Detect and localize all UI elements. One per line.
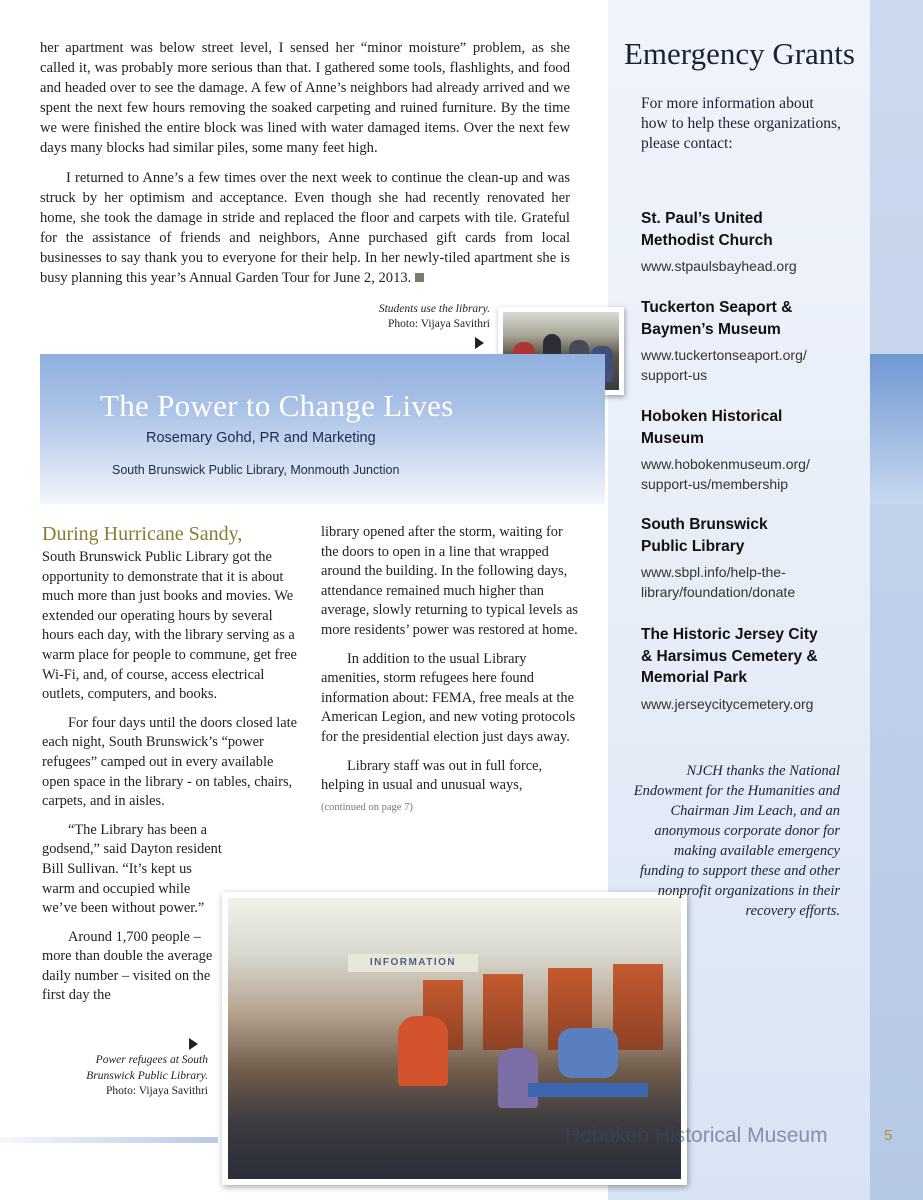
org-url[interactable] (641, 562, 856, 602)
lead-heading: During Hurricane Sandy, (42, 523, 243, 545)
org-name (641, 297, 856, 340)
paragraph-text: I returned to Anne’s a few times over the next week to continue the clean-up and was struck by her optimism and acceptance. Even though she had recently renovated her home, she took the damage in stride and replaced the floor and carpets with tile. Grateful for the assistance of friends and neighbors, Anne purchased gift cards from local businesses to say thank you to everyone for their help. In her newly-tiled apartment she is busy planning this year’s Annual Garden Tour for June 2, 2013. (40, 170, 570, 286)
org-name-line: The Historic Jersey City (641, 626, 818, 643)
information-sign: INFORMATION (348, 954, 478, 972)
caption-text: Brunswick Public Library. (86, 1069, 208, 1082)
org-url-line[interactable]: support-us (641, 367, 708, 383)
page-number: 5 (884, 1127, 893, 1144)
org-url[interactable] (641, 694, 856, 714)
org-name-line: Memorial Park (641, 669, 747, 686)
pointer-arrow-icon (189, 1038, 198, 1050)
org-name-line: & Harsimus Cemetery & (641, 647, 818, 665)
article-column-2 (321, 523, 583, 817)
sidebar-edge (870, 0, 923, 1200)
pointer-arrow-icon (475, 337, 484, 349)
end-of-article-mark (415, 273, 424, 282)
org-name-line: Hoboken Historical (641, 408, 783, 425)
continued-article (40, 38, 570, 298)
org-url-line[interactable]: www.jerseycitycemetery.org (641, 695, 814, 712)
article-paragraph: South Brunswick Public Library got the opportunity to demonstrate that it is about much more than just books and movies. We extended our operating hours by several hours each day, with the library serving as a warm place for people to commune, get free Wi-Fi, and, of course, access electrical outlets, computers, and books. (42, 549, 297, 703)
org-url[interactable] (641, 256, 856, 276)
acknowledgement-note: NJCH thanks the National Endowment for the Humanities and Chairman Jim Leach, and an anonymous corporate donor for making available emergency funding to support these and other nonprofit organizations in their recovery efforts. (633, 763, 840, 919)
photo-credit: Photo: Vijaya Savithri (388, 318, 490, 330)
article-paragraph: Library staff was out in full force, helping in usual and unusual ways, (321, 757, 543, 794)
org-url[interactable] (641, 345, 856, 385)
org-entry (641, 297, 856, 385)
article-paragraph (40, 168, 570, 288)
caption-text: Students use the library. (378, 303, 490, 315)
article-paragraph: In addition to the usual Library amenities, storm refugees here found information about: FEMA, free meals at the American Legion, and new voting protocols for the presidential election just days away. (321, 650, 576, 745)
article-author: Rosemary Gohd, PR and Marketing (146, 430, 376, 446)
library-photo-caption (60, 1035, 208, 1100)
org-name (641, 514, 856, 557)
caption-text: Power refugees at South (95, 1054, 208, 1066)
org-name (641, 406, 856, 449)
org-entry (641, 514, 856, 602)
bookshelf (483, 974, 523, 1050)
org-url[interactable] (641, 454, 856, 494)
sidebar-intro: For more information about how to help these organizations, please contact: (641, 95, 841, 152)
org-name (641, 208, 856, 251)
org-url-line[interactable]: www.tuckertonseaport.org/ (641, 347, 807, 363)
article-paragraph: library opened after the storm, waiting for the doors to open in a line that wrapped around the building. In the following days, attendance remained much higher than average, slowly returning to typical levels as more residents’ power was restored at home. (321, 524, 578, 638)
org-url-line[interactable]: www.hobokenmuseum.org/ (641, 456, 810, 472)
article-banner (40, 354, 605, 504)
org-name-line: Public Library (641, 537, 745, 555)
org-name (641, 624, 856, 689)
org-name-line: St. Paul’s United (641, 210, 763, 227)
edge-color-band (870, 354, 923, 504)
org-name-line: Baymen’s Museum (641, 320, 781, 338)
small-photo-caption (360, 302, 490, 354)
org-url-line[interactable]: www.stpaulsbayhead.org (641, 258, 797, 274)
article-paragraph (40, 38, 570, 158)
paragraph-text: her apartment was below street level, I sensed her “minor moisture” problem, as she called it, was probably more serious than that. I gathered some tools, flashlights, and food and headed over to see the damage. A few of Anne’s neighbors had already arrived and we spent the next few hours removing the soaked carpeting and ruined furniture. By the time we were finished the entire block was lined with water damaged items. Over the next few days many blocks had similar piles, some many feet high. (40, 40, 570, 156)
org-url-line[interactable]: library/foundation/donate (641, 584, 796, 600)
sidebar-title: Emergency Grants (624, 36, 855, 71)
article-organization: South Brunswick Public Library, Monmouth Junction (112, 463, 400, 477)
org-url-line[interactable]: www.sbpl.info/help-the- (641, 564, 786, 580)
org-entry (641, 624, 856, 714)
photo-credit: Photo: Vijaya Savithri (106, 1085, 208, 1097)
article-paragraph: For four days until the doors closed late each night, South Brunswick’s “power refugees” camped out in every available open space in the library - on tables, chairs, carpets, and in aisles. (42, 714, 298, 810)
org-name-line: Methodist Church (641, 231, 773, 249)
org-entry (641, 406, 856, 494)
article-paragraph: Around 1,700 people – more than double the average daily number – visited on the first day the (42, 928, 213, 1004)
continued-note: (continued on page 7) (321, 801, 413, 813)
bottom-rule (0, 1137, 218, 1143)
org-name-line: South Brunswick (641, 516, 768, 533)
museum-watermark: Hoboken Historical Museum (565, 1124, 828, 1147)
article-title: The Power to Change Lives (100, 388, 454, 423)
org-name-line: Tuckerton Seaport & (641, 299, 793, 316)
org-url-line[interactable]: support-us/membership (641, 476, 789, 492)
bookshelf (613, 964, 663, 1050)
article-paragraph: “The Library has been a godsend,” said Dayton resident Bill Sullivan. “It’s kept us warm and occupied while we’ve been without power.” (42, 821, 222, 917)
org-name-line: Museum (641, 429, 704, 447)
org-entry (641, 208, 856, 276)
